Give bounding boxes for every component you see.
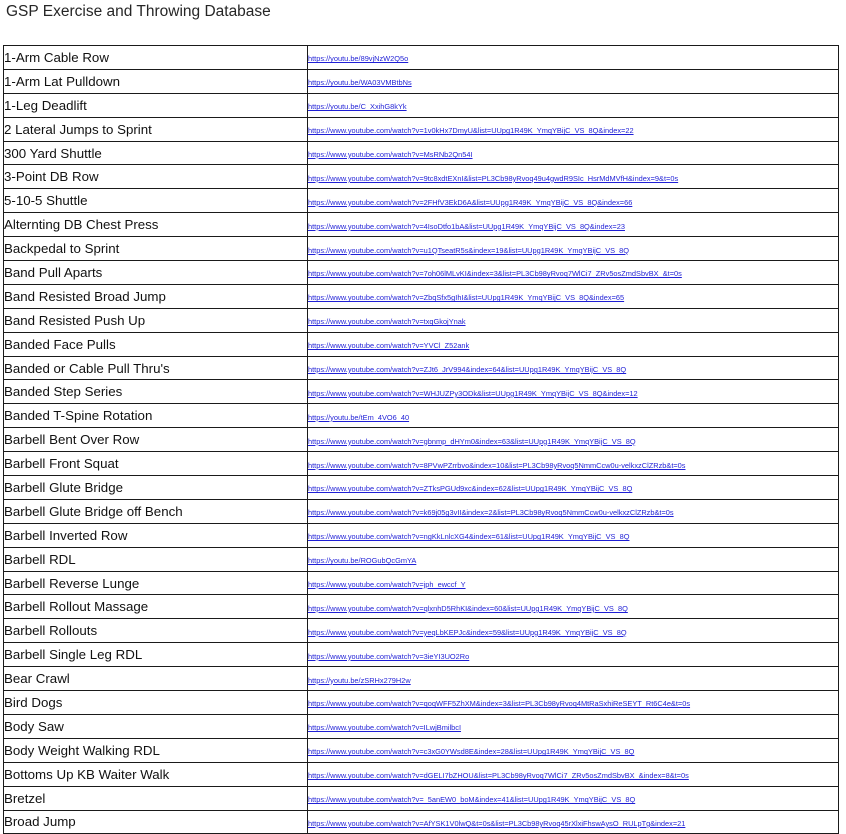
video-link-cell [308,284,839,308]
table-row [4,117,839,141]
video-link-cell [308,213,839,237]
video-link[interactable]: https://www.youtube.com/watch?v=qoqWFF5ZhXM&index=3&list=PL3Cb98yRvoq4MtRaSxhiReSEYT_Rt6C4e&t=0s [308,699,691,709]
table-row [4,237,839,261]
table-row [4,499,839,523]
table-row [4,595,839,619]
exercise-name: Barbell RDL [4,547,308,571]
video-link[interactable]: https://www.youtube.com/watch?v=yeqLbKEPJc&index=59&list=UUpg1R49K_YmqYBijC_VS_8Q [308,627,627,637]
video-link-cell [308,308,839,332]
video-link-cell [308,261,839,285]
video-link[interactable]: https://youtu.be/tEm_4VO6_40 [308,412,410,422]
video-link-cell [308,117,839,141]
video-link-cell [308,667,839,691]
video-link-cell [308,332,839,356]
video-link[interactable]: https://www.youtube.com/watch?v=txqGkojYnak [308,317,466,327]
video-link-cell [308,69,839,93]
table-row [4,571,839,595]
table-row [4,213,839,237]
video-link[interactable]: https://www.youtube.com/watch?v=8PVwPZrrbvo&index=10&list=PL3Cb98yRvoq5NmmCcw0u-velkxzClZRzb&t=0s [308,460,686,470]
table-row [4,69,839,93]
video-link[interactable]: https://www.youtube.com/watch?v=2FHfV3EkD6A&list=UUpg1R49K_YmqYBijC_VS_8Q&index=66 [308,197,633,207]
video-link[interactable]: https://www.youtube.com/watch?v=ILwjBmilbcI [308,723,462,733]
video-link-cell [308,380,839,404]
video-link-cell [308,165,839,189]
exercise-name: Banded Face Pulls [4,332,308,356]
table-row [4,189,839,213]
table-row [4,714,839,738]
video-link[interactable]: https://youtu.be/89vjNzW2Q5o [308,54,409,64]
video-link-cell [308,595,839,619]
exercise-table [3,45,839,834]
video-link[interactable]: https://www.youtube.com/watch?v=dGELI7bZHOU&list=PL3Cb98yRvoq7WlCi7_ZRv5osZmdSbvBX_&index=8&t=0s [308,771,689,781]
video-link-cell [308,571,839,595]
table-row [4,738,839,762]
video-link-cell [308,237,839,261]
page-title: GSP Exercise and Throwing Database [6,3,271,20]
table-row [4,547,839,571]
video-link[interactable]: https://www.youtube.com/watch?v=_5anEW0_boM&index=41&list=UUpg1R49K_YmqYBijC_VS_8Q [308,795,636,805]
video-link[interactable]: https://www.youtube.com/watch?v=MsRNb2Qn54I [308,150,473,159]
video-link[interactable]: https://www.youtube.com/watch?v=k69j05g3vII&index=2&list=PL3Cb98yRvoq5NmmCcw0u-velkxzClZRzb&t=0s [308,508,674,518]
table-row [4,141,839,165]
video-link[interactable]: https://www.youtube.com/watch?v=7oh06lMLvKI&index=3&list=PL3Cb98yRvoq7WlCi7_ZRv5osZmdSbvBX_&t=0s [308,269,682,279]
exercise-name: 1-Arm Lat Pulldown [4,69,308,93]
video-link[interactable]: https://www.youtube.com/watch?v=c3xG0YWsd8E&index=28&list=UUpg1R49K_YmqYBijC_VS_8Q [308,747,635,757]
table-row [4,523,839,547]
table-row [4,691,839,715]
video-link-cell [308,643,839,667]
table-row [4,261,839,285]
exercise-name: Broad Jump [4,810,308,834]
video-link-cell [308,691,839,715]
exercise-name: Barbell Inverted Row [4,523,308,547]
table-row [4,380,839,404]
video-link-cell [308,189,839,213]
exercise-name: Backpedal to Sprint [4,237,308,261]
video-link-cell [308,141,839,165]
exercise-name: Body Saw [4,714,308,738]
video-link-cell [308,428,839,452]
exercise-name: Barbell Bent Over Row [4,428,308,452]
exercise-name: Bird Dogs [4,691,308,715]
table-row [4,332,839,356]
video-link-cell [308,499,839,523]
exercise-name: Band Resisted Broad Jump [4,284,308,308]
video-link-cell [308,476,839,500]
video-link[interactable]: https://www.youtube.com/watch?v=1v0kHx7DmyU&list=UUpg1R49K_YmqYBijC_VS_8Q&index=22 [308,126,634,136]
exercise-name: 5-10-5 Shuttle [4,189,308,213]
video-link-cell [308,762,839,786]
exercise-name: Bretzel [4,786,308,810]
table-row [4,46,839,70]
exercise-name: Barbell Reverse Lunge [4,571,308,595]
video-link-cell [308,810,839,834]
video-link[interactable]: https://youtu.be/C_XxihG8kYk [308,102,407,112]
exercise-name: 300 Yard Shuttle [4,141,308,165]
exercise-name: Bear Crawl [4,667,308,691]
video-link[interactable]: https://www.youtube.com/watch?v=ZbqSfx5gIhI&list=UUpg1R49K_YmqYBijC_VS_8Q&index=65 [308,293,625,303]
video-link-cell [308,619,839,643]
table-row [4,643,839,667]
exercise-name: Band Resisted Push Up [4,308,308,332]
video-link[interactable]: https://www.youtube.com/watch?v=4IsoDtfo1bA&list=UUpg1R49K_YmqYBijC_VS_8Q&index=23 [308,221,625,231]
table-row [4,93,839,117]
exercise-name: 2 Lateral Jumps to Sprint [4,117,308,141]
exercise-name: Barbell Rollouts [4,619,308,643]
video-link-cell [308,46,839,70]
table-row [4,404,839,428]
video-link[interactable]: https://www.youtube.com/watch?v=gbnmp_dHYm0&index=63&list=UUpg1R49K_YmqYBijC_VS_8Q [308,436,636,446]
exercise-name: Banded T-Spine Rotation [4,404,308,428]
video-link-cell [308,738,839,762]
table-row [4,786,839,810]
exercise-name: Barbell Glute Bridge [4,476,308,500]
table-row [4,762,839,786]
exercise-name: 3-Point DB Row [4,165,308,189]
table-row [4,284,839,308]
exercise-name: Banded Step Series [4,380,308,404]
table-row [4,428,839,452]
video-link[interactable]: https://www.youtube.com/watch?v=u1QTseatR5s&index=19&list=UUpg1R49K_YmqYBijC_VS_8Q [308,245,630,255]
video-link[interactable]: https://www.youtube.com/watch?v=ngKkLnlcXG4&index=61&list=UUpg1R49K_YmqYBijC_VS_8Q [308,532,630,542]
exercise-name: Barbell Front Squat [4,452,308,476]
exercise-name: Barbell Glute Bridge off Bench [4,499,308,523]
table-row [4,308,839,332]
exercise-name: Body Weight Walking RDL [4,738,308,762]
video-link[interactable]: https://youtu.be/WA03VMBtbNs [308,78,412,88]
video-link[interactable]: https://youtu.be/zSRHx279H2w [308,675,411,685]
exercise-name: Barbell Rollout Massage [4,595,308,619]
video-link[interactable]: https://youtu.be/ROGubQcGmYA [308,556,417,566]
video-link-cell [308,786,839,810]
exercise-name: Barbell Single Leg RDL [4,643,308,667]
video-link-cell [308,714,839,738]
video-link[interactable]: https://www.youtube.com/watch?v=WHJUZPy3ODk&list=UUpg1R49K_YmqYBijC_VS_8Q&index=12 [308,388,638,398]
video-link[interactable]: https://www.youtube.com/watch?v=YVCl_Z52ank [308,341,470,351]
exercise-name: Bottoms Up KB Waiter Walk [4,762,308,786]
video-link-cell [308,404,839,428]
video-link[interactable]: https://www.youtube.com/watch?v=jph_ewccf_Y [308,580,466,590]
table-row [4,452,839,476]
exercise-name: 1-Arm Cable Row [4,46,308,70]
table-row [4,619,839,643]
video-link[interactable]: https://www.youtube.com/watch?v=ZTksPGUd9xc&index=62&list=UUpg1R49K_YmqYBijC_VS_8Q [308,484,633,494]
video-link[interactable]: https://www.youtube.com/watch?v=ZJt6_JrV994&index=64&list=UUpg1R49K_YmqYBijC_VS_8Q [308,365,627,375]
table-row [4,476,839,500]
video-link[interactable]: https://www.youtube.com/watch?v=3ieYI3UO2Ro [308,651,470,661]
table-row [4,810,839,834]
exercise-name: Band Pull Aparts [4,261,308,285]
table-row [4,667,839,691]
video-link[interactable]: https://www.youtube.com/watch?v=AfYSK1V0lwQ&t=0s&list=PL3Cb98yRvoq45rXlxiFhswAysO_RULpTg&index=21 [308,818,686,828]
table-row [4,165,839,189]
video-link-cell [308,93,839,117]
video-link-cell [308,523,839,547]
video-link[interactable]: https://www.youtube.com/watch?v=qlxnhD5RhKI&index=60&list=UUpg1R49K_YmqYBijC_VS_8Q [308,603,628,613]
video-link-cell [308,547,839,571]
exercise-name: 1-Leg Deadlift [4,93,308,117]
exercise-name: Banded or Cable Pull Thru's [4,356,308,380]
table-row [4,356,839,380]
video-link-cell [308,356,839,380]
video-link-cell [308,452,839,476]
video-link[interactable]: https://www.youtube.com/watch?v=9tc8xdtEXnI&list=PL3Cb98yRvoq49u4gwdR9SIc_HsrMdMVfH&index=9&t=0s [308,173,679,183]
exercise-name: Alternting DB Chest Press [4,213,308,237]
